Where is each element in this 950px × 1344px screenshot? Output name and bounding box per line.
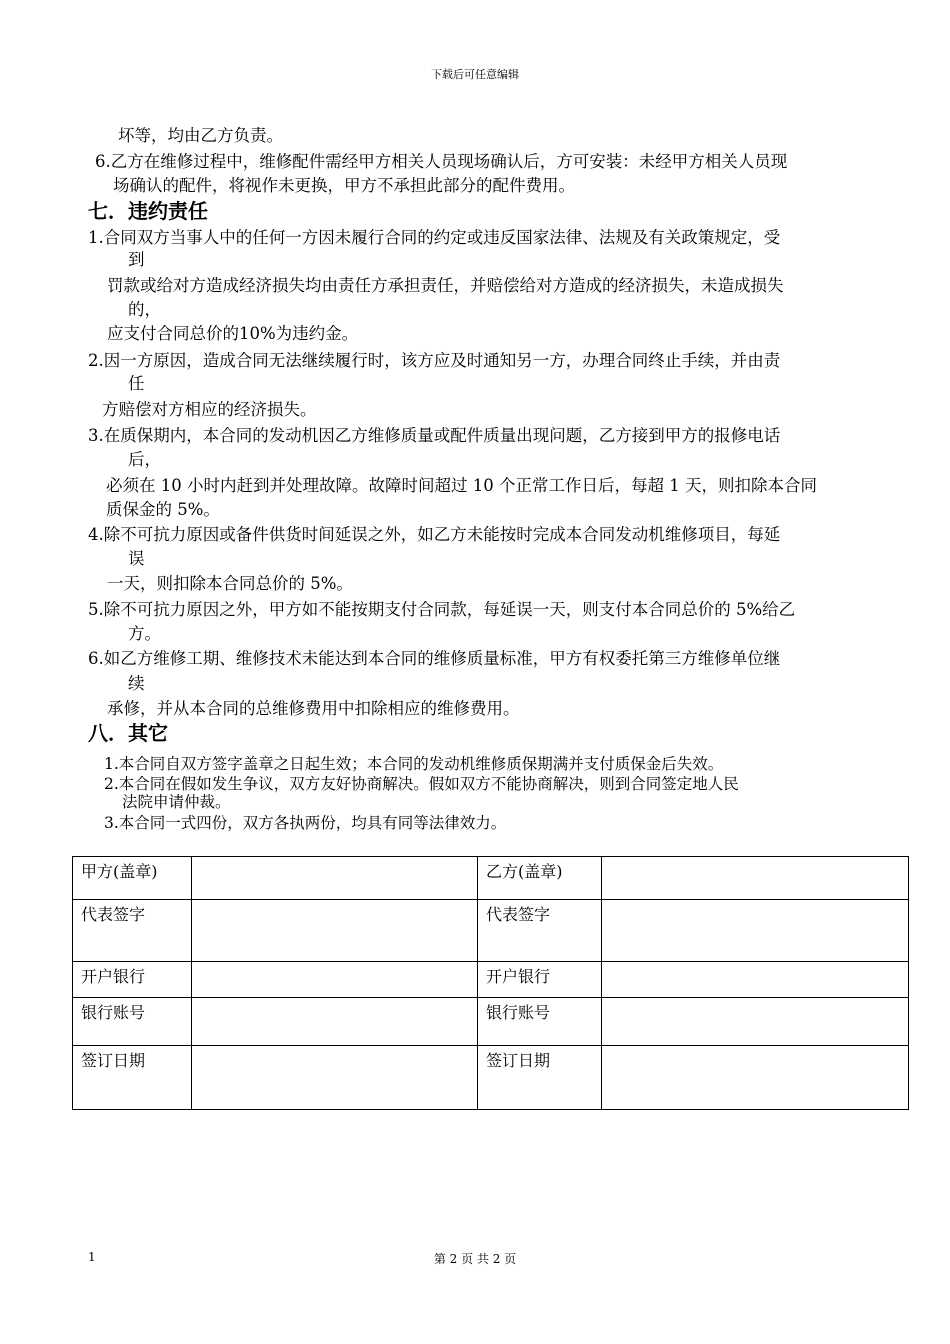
page-info: 第 2 页 共 2 页 <box>433 1252 517 1266</box>
section8-item2-a: 2.本合同在假如发生争议，双方友好协商解决。假如双方不能协商解决，则到合同签定地人民 <box>104 775 739 793</box>
section7-item3-c: 必须在 10 小时内赶到并处理故障。故障时间超过 10 个正常工作日后，每超 1 天，则扣除本合同 <box>106 476 817 495</box>
party-b-account-label: 银行账号 <box>478 998 602 1046</box>
section8-title: 八．其它 <box>88 721 168 745</box>
page-number: 1 <box>88 1250 96 1264</box>
section7-item2-c: 方赔偿对方相应的经济损失。 <box>102 400 317 419</box>
section8-item2-b: 法院申请仲裁。 <box>122 793 231 811</box>
section7-item1-b: 到 <box>128 250 145 269</box>
table-row <box>73 857 909 900</box>
party-b-seal-field[interactable] <box>602 857 909 900</box>
party-b-date-label: 签订日期 <box>478 1046 602 1110</box>
party-a-seal-field[interactable] <box>192 857 478 900</box>
section7-item2-b: 任 <box>128 374 145 393</box>
section6-line1: 坏等，均由乙方负责。 <box>118 126 283 145</box>
section6-item6-line-a: 6.乙方在维修过程中，维修配件需经甲方相关人员现场确认后，方可安装：未经甲方相关人员现 <box>95 152 788 171</box>
party-b-account-field[interactable] <box>602 998 909 1046</box>
party-a-account-label: 银行账号 <box>73 998 192 1046</box>
party-a-seal-label: 甲方(盖章) <box>73 857 192 900</box>
table-row <box>73 962 909 998</box>
party-a-signature-label: 代表签字 <box>73 900 192 962</box>
section7-item3-b: 后， <box>128 450 161 469</box>
party-b-bank-field[interactable] <box>602 962 909 998</box>
party-b-bank-label: 开户银行 <box>478 962 602 998</box>
section7-item6-b: 续 <box>128 674 145 693</box>
section7-item6-c: 承修，并从本合同的总维修费用中扣除相应的维修费用。 <box>107 699 520 718</box>
party-b-signature-field[interactable] <box>602 900 909 962</box>
section7-item4-b: 误 <box>128 549 145 568</box>
section8-item1: 1.本合同自双方签字盖章之日起生效；本合同的发动机维修质保期满并支付质保金后失效。 <box>104 755 724 773</box>
party-b-signature-label: 代表签字 <box>478 900 602 962</box>
party-b-date-field[interactable] <box>602 1046 909 1110</box>
party-a-date-label: 签订日期 <box>73 1046 192 1110</box>
section7-item1-e: 应支付合同总价的10%为违约金。 <box>107 324 359 343</box>
section7-title: 七．违约责任 <box>88 199 208 223</box>
table-row <box>73 1046 909 1110</box>
section7-item1-a: 1.合同双方当事人中的任何一方因未履行合同的约定或违反国家法律、法规及有关政策规定，受 <box>88 228 781 247</box>
section7-item1-d: 的， <box>128 300 161 319</box>
party-a-bank-field[interactable] <box>192 962 478 998</box>
party-a-bank-label: 开户银行 <box>73 962 192 998</box>
party-a-date-field[interactable] <box>192 1046 478 1110</box>
section7-item4-a: 4.除不可抗力原因或备件供货时间延误之外，如乙方未能按时完成本合同发动机维修项目，每延 <box>88 525 781 544</box>
section7-item5-b: 方。 <box>128 624 161 643</box>
section7-item4-c: 一天，则扣除本合同总价的 5%。 <box>107 574 353 593</box>
table-row <box>73 998 909 1046</box>
section7-item1-c: 罚款或给对方造成经济损失均由责任方承担责任，并赔偿给对方造成的经济损失，未造成损失 <box>107 276 784 295</box>
signature-table <box>72 856 909 1110</box>
party-a-account-field[interactable] <box>192 998 478 1046</box>
party-b-seal-label: 乙方(盖章) <box>478 857 602 900</box>
table-row <box>73 900 909 962</box>
section7-item5-a: 5.除不可抗力原因之外，甲方如不能按期支付合同款，每延误一天，则支付本合同总价的 5%给乙 <box>88 600 796 619</box>
section6-item6-line-b: 场确认的配件，将视作未更换，甲方不承担此部分的配件费用。 <box>113 176 575 195</box>
section8-item3: 3.本合同一式四份，双方各执两份，均具有同等法律效力。 <box>104 814 507 832</box>
header-note: 下载后可任意编辑 <box>431 68 519 81</box>
section7-item2-a: 2.因一方原因，造成合同无法继续履行时，该方应及时通知另一方，办理合同终止手续，并由责 <box>88 351 781 370</box>
section7-item3-d: 质保金的 5%。 <box>106 500 220 519</box>
section7-item6-a: 6.如乙方维修工期、维修技术未能达到本合同的维修质量标准，甲方有权委托第三方维修单位继 <box>88 649 781 668</box>
party-a-signature-field[interactable] <box>192 900 478 962</box>
section7-item3-a: 3.在质保期内，本合同的发动机因乙方维修质量或配件质量出现问题，乙方接到甲方的报修电话 <box>88 426 781 445</box>
